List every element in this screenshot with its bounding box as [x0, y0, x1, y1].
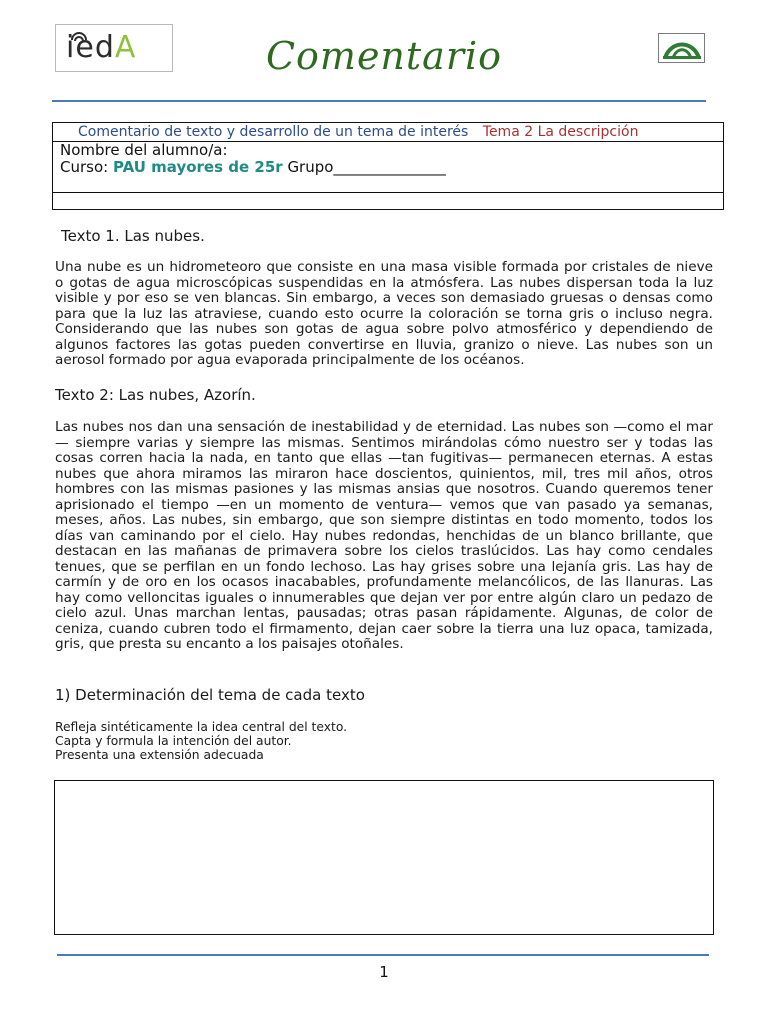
- topic-title: Tema 2 La descripción: [482, 124, 639, 140]
- junta-andalucia-logo: [658, 33, 705, 63]
- answer-box[interactable]: [54, 780, 714, 935]
- assignment-row: [53, 123, 723, 142]
- texto1-body: Una nube es un hidrometeoro que consiste en una masa visible formada por cristales de nieve o gotas de agua microscópicas suspendidas en la atmósfera. Las nubes dispersan toda la luz visible y por eso se ven blancas. Sin embargo, a veces son demasiado gruesas o densas como para que la luz las atraviese, cuando esto ocurre la coloración se torna gris o incluso negra. Considerando que las nubes son gotas de agua sobre polvo atmosférico y dependiendo de algunos factores las gotas pueden convertirse en lluvia, granizo o nieve. Las nubes son un aerosol formado por agua evaporada principalmente de los océanos.: [55, 259, 713, 368]
- question1-heading: 1) Determinación del tema de cada texto: [55, 686, 365, 704]
- course-line: [60, 159, 723, 176]
- course-label: Curso:: [60, 158, 109, 176]
- hint-item: Presenta una extensión adecuada: [55, 748, 264, 762]
- arch-icon: [659, 34, 704, 62]
- logo-text: iedA: [66, 30, 137, 65]
- texto2-body: Las nubes nos dan una sensación de inestabilidad y de eternidad. Las nubes son —como el mar— siempre varias y siempre las mismas. Sentimos mirándolas cómo nuestro ser y todas las cosas corren hacia la nada, en tanto que ellas —tan fugitivas— permanecen eternas. A estas nubes que ahora miramos las miraron hace doscientos, quinientos, mil, tres mil años, otros hombres con las mismas pasiones y las mismas ansias que nosotros. Cuando queremos tener aprisionado el tiempo —en un momento de ventura— vemos que van pasado ya semanas, meses, años. Las nubes, sin embargo, que son siempre distintas en todo momento, todos los días van caminando por el cielo. Hay nubes redondas, henchidas de un blanco brillante, que destacan en las mañanas de primavera sobre los cielos traslúcidos. Las hay como cendales tenues, que se perfilan en un fondo lechoso. Las hay grises sobre una lejanía gris. Las hay de carmín y de oro en los ocasos inacabables, profundamente melancólicos, de las llanuras. Las hay como velloncitas iguales o innumerables que dejan ver por entre algún claro un pedazo de cielo azul. Unas marchan lentas, pausadas; otras pasan rápidamente. Algunas, de color de ceniza, cuando cubren todo el firmamento, dejan caer sobre la tierra una luz opaca, tamizada, gris, que presta su encanto a los paisajes otoñales.: [55, 419, 713, 652]
- question1-hints: [55, 720, 347, 762]
- student-row: [53, 142, 723, 193]
- texto1-heading: Texto 1. Las nubes.: [61, 227, 205, 245]
- group-label: Grupo_______________: [287, 158, 446, 176]
- footer-divider: [57, 954, 709, 956]
- student-info-table: [52, 122, 724, 210]
- course-value: PAU mayores de 25r: [112, 158, 283, 176]
- header-divider: [52, 100, 706, 102]
- page-number: 1: [379, 963, 389, 981]
- hint-item: Refleja sintéticamente la idea central del texto.: [55, 720, 348, 734]
- hint-item: Capta y formula la intención del autor.: [55, 734, 292, 748]
- assignment-title: Comentario de texto y desarrollo de un tema de interés: [78, 124, 469, 140]
- student-name-label: Nombre del alumno/a:: [60, 141, 228, 159]
- page-title: Comentario: [265, 34, 503, 78]
- texto2-heading: Texto 2: Las nubes, Azorín.: [55, 386, 256, 404]
